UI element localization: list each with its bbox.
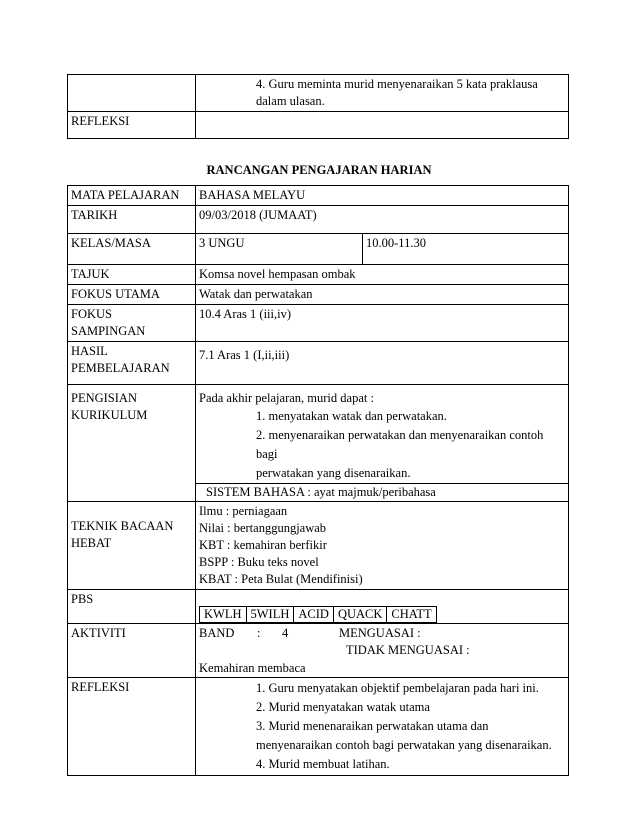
value-cell: 10.4 Aras 1 (iii,iv) [196,305,569,342]
teknik-line: BSPP : Buku teks novel [199,555,319,569]
objective-item: 2. menyenaraikan perwatakan dan menyenaraikan contoh bagi [256,428,544,461]
step-line: 4. Guru meminta murid menyenaraikan 5 kata praklausa [256,77,538,91]
value-cell: 09/03/2018 (JUMAAT) [196,206,569,234]
rph-table [67,185,569,776]
label-cell: FOKUS SAMPINGAN [68,305,196,342]
refleksi-cell [196,678,569,776]
label-cell: TEKNIK BACAAN HEBAT [68,502,196,590]
table-row [68,342,569,385]
refleksi-item: 3. Murid menenaraikan perwatakan utama dan [256,719,489,733]
pbs-option: 5WILH [246,607,294,623]
tidak-menguasai: TIDAK MENGUASAI : [346,643,470,657]
previous-plan-table [67,74,569,139]
table-row [68,265,569,285]
value-cell [196,385,569,502]
value-cell: Watak dan perwatakan [196,285,569,305]
value-cell: Komsa novel hempasan ombak [196,265,569,285]
teknik-line: KBT : kemahiran berfikir [199,538,327,552]
table-row [68,112,569,139]
objective-item: 1. menyatakan watak dan perwatakan. [256,409,447,423]
table-row [68,385,569,502]
table-row [68,502,569,590]
value-cell [196,502,569,590]
table-row [68,285,569,305]
table-row [68,75,569,112]
aktiviti-cell [196,624,569,678]
kemahiran: Kemahiran membaca [199,661,306,675]
label-cell: AKTIVITI [68,624,196,678]
value-cell: 7.1 Aras 1 (I,ii,iii) [196,342,569,385]
refleksi-value [196,112,569,139]
table-row [68,234,569,265]
objective-intro: Pada akhir pelajaran, murid dapat : [199,391,374,405]
teknik-line: Nilai : bertanggungjawab [199,521,327,535]
refleksi-item: 2. Murid menyatakan watak utama [256,700,430,714]
table-row [68,186,569,206]
menguasai: MENGUASAI : [339,626,421,640]
step-line: dalam ulasan. [256,94,325,108]
table-row [68,590,569,624]
refleksi-label: REFLEKSI [68,112,196,139]
refleksi-item: 1. Guru menyatakan objektif pembelajaran pada hari ini. [256,681,539,695]
pbs-option: ACID [294,607,334,623]
teknik-line: KBAT : Peta Bulat (Mendifinisi) [199,572,363,586]
label-cell: TAJUK [68,265,196,285]
label-cell: PBS [68,590,196,624]
label-cell: FOKUS UTAMA [68,285,196,305]
refleksi-item: menyenaraikan contoh bagi perwatakan yang disenaraikan. [256,738,552,752]
pbs-option: KWLH [200,607,247,623]
table-row [68,305,569,342]
label-cell: REFLEKSI [68,678,196,776]
value-cell: BAHASA MELAYU [196,186,569,206]
objective-item: perwatakan yang disenaraikan. [256,466,411,480]
teknik-line: Ilmu : perniagaan [199,504,288,518]
label-cell: PENGISIAN KURIKULUM [68,385,196,502]
pbs-option: QUACK [333,607,386,623]
pbs-option: CHATT [387,607,436,623]
label-cell: TARIKH [68,206,196,234]
refleksi-item: 4. Murid membuat latihan. [256,757,390,771]
table-row [68,624,569,678]
band-value: 4 [282,626,289,640]
label-cell: MATA PELAJARAN [68,186,196,206]
table-row [68,206,569,234]
band-colon: : [257,626,261,640]
pbs-options [199,606,437,623]
table-row [68,678,569,776]
masa-cell: 10.00-11.30 [363,234,569,265]
label-cell: KELAS/MASA [68,234,196,265]
step-cell [196,75,569,112]
sistem-bahasa: SISTEM BAHASA : ayat majmuk/peribahasa [196,483,568,501]
page-title: RANCANGAN PENGAJARAN HARIAN [206,163,432,177]
empty-cell [68,75,196,112]
band-label: BAND [199,626,235,640]
pbs-cell [196,590,569,624]
label-cell: HASIL PEMBELAJARAN [68,342,196,385]
value-cell: 3 UNGU [196,234,363,265]
